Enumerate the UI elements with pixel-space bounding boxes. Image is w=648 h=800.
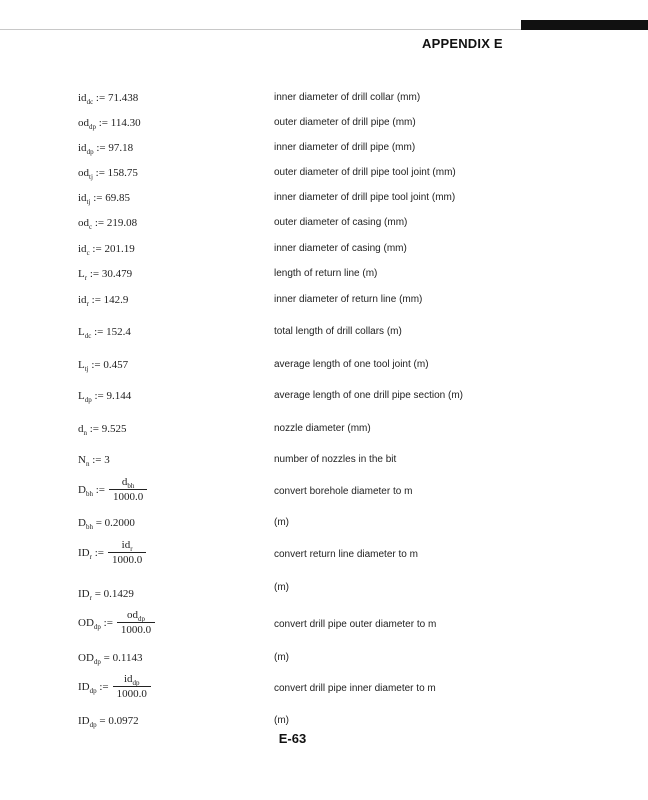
- value: 0.457: [103, 359, 129, 371]
- value: 219.08: [106, 217, 138, 229]
- variable-name: L: [78, 359, 85, 371]
- variable-name: D: [78, 517, 86, 529]
- operator: :=: [94, 390, 104, 402]
- operator: :=: [95, 483, 105, 496]
- operator: :=: [89, 268, 100, 280]
- fraction: [109, 476, 147, 503]
- operator: :=: [93, 192, 103, 204]
- value: 114.30: [110, 117, 141, 129]
- variable-subscript: c: [86, 249, 90, 257]
- fraction: [117, 609, 155, 636]
- operator: :=: [89, 423, 100, 435]
- description: average length of one tool joint (m): [274, 359, 429, 370]
- operator: :=: [96, 142, 106, 154]
- value: 152.4: [106, 326, 131, 338]
- variable-name: id: [78, 243, 87, 255]
- formula: [78, 92, 138, 104]
- operator: =: [103, 652, 110, 664]
- variable-name: OD: [78, 616, 94, 629]
- variable-name: ID: [78, 588, 90, 600]
- variable-name: ID: [78, 715, 90, 727]
- formula: [78, 454, 110, 466]
- description: average length of one drill pipe section (m): [274, 390, 463, 401]
- numerator-subscript: dp: [132, 679, 140, 687]
- variable-subscript: dc: [84, 332, 92, 340]
- variable-name: od: [78, 167, 89, 179]
- description: outer diameter of drill pipe (mm): [274, 117, 416, 128]
- operator: :=: [99, 680, 109, 693]
- variable-subscript: tj: [89, 173, 93, 181]
- operator: :=: [95, 92, 106, 104]
- description: number of nozzles in the bit: [274, 454, 397, 465]
- denominator: 1000.0: [108, 552, 146, 566]
- variable-name: od: [78, 217, 89, 229]
- variable-subscript: tj: [84, 365, 89, 373]
- variable-subscript: dp: [86, 148, 94, 156]
- formula: [78, 517, 135, 529]
- variable-name: id: [78, 92, 87, 104]
- denominator: 1000.0: [109, 489, 147, 503]
- numerator-variable: id: [121, 539, 131, 551]
- formula: [78, 652, 142, 664]
- value: 201.19: [104, 243, 135, 255]
- description: inner diameter of return line (mm): [274, 294, 423, 305]
- value: 9.525: [101, 423, 127, 435]
- formula: [78, 167, 138, 179]
- value: 3: [104, 454, 110, 466]
- formula: [78, 390, 131, 402]
- description: convert drill pipe inner diameter to m: [274, 683, 436, 694]
- numerator-variable: id: [123, 673, 133, 685]
- formula: [78, 359, 128, 371]
- operator: :=: [91, 359, 101, 371]
- variable-subscript: dp: [89, 721, 97, 729]
- variable-subscript: r: [89, 594, 92, 602]
- operator: :=: [94, 546, 104, 559]
- formula: [78, 673, 151, 700]
- variable-name: ID: [78, 680, 90, 693]
- formula: [78, 117, 141, 129]
- denominator: 1000.0: [113, 686, 151, 700]
- description: convert return line diameter to m: [274, 549, 418, 560]
- formula: [78, 243, 135, 255]
- variable-name: L: [78, 390, 85, 402]
- variable-subscript: dp: [89, 686, 97, 695]
- formula: [78, 268, 132, 280]
- formula: [78, 476, 147, 503]
- description: (m): [274, 517, 289, 528]
- description: total length of drill collars (m): [274, 326, 402, 337]
- variable-subscript: n: [85, 460, 90, 468]
- description: length of return line (m): [274, 268, 378, 279]
- formula: [78, 326, 131, 338]
- formula: [78, 715, 139, 727]
- variable-name: id: [78, 142, 87, 154]
- description: outer diameter of casing (mm): [274, 217, 408, 228]
- variable-name: OD: [78, 652, 94, 664]
- operator: :=: [92, 454, 102, 466]
- denominator: 1000.0: [117, 622, 155, 636]
- variable-subscript: n: [83, 429, 87, 437]
- formula: [78, 142, 133, 154]
- numerator-subscript: dp: [138, 615, 146, 623]
- value: 0.2000: [104, 517, 135, 529]
- description: inner diameter of casing (mm): [274, 243, 407, 254]
- operator: :=: [92, 243, 102, 255]
- numerator-subscript: r: [130, 545, 133, 553]
- value: 71.438: [107, 92, 139, 104]
- numerator-variable: od: [127, 609, 139, 621]
- description: (m): [274, 652, 289, 663]
- value: 0.1429: [103, 588, 134, 600]
- operator: :=: [91, 294, 101, 306]
- variable-subscript: r: [89, 552, 92, 561]
- description: inner diameter of drill pipe (mm): [274, 142, 416, 153]
- value: 158.75: [107, 167, 138, 179]
- operator: :=: [103, 616, 113, 629]
- variable-subscript: dp: [93, 622, 101, 631]
- variable-subscript: tj: [86, 198, 91, 206]
- variable-subscript: bh: [85, 523, 93, 531]
- numerator: [118, 476, 139, 489]
- variable-subscript: bh: [85, 489, 93, 498]
- variable-name: N: [78, 454, 86, 466]
- operator: =: [95, 517, 102, 529]
- variable-subscript: r: [86, 300, 89, 308]
- value: 0.0972: [108, 715, 139, 727]
- description: outer diameter of drill pipe tool joint (mm): [274, 167, 456, 178]
- variable-subscript: c: [89, 223, 93, 231]
- description: convert borehole diameter to m: [274, 486, 413, 497]
- operator: :=: [95, 167, 105, 179]
- fraction: [113, 673, 151, 700]
- appendix-title: APPENDIX E: [422, 36, 503, 51]
- page-number: E-63: [278, 731, 307, 746]
- formula: [78, 192, 130, 204]
- value: 0.1143: [112, 652, 143, 664]
- variable-subscript: dp: [84, 396, 92, 404]
- description: inner diameter of drill collar (mm): [274, 92, 421, 103]
- variable-name: L: [78, 326, 85, 338]
- description: (m): [274, 582, 289, 593]
- operator: :=: [94, 326, 104, 338]
- header-bar: [521, 20, 648, 30]
- variable-name: ID: [78, 546, 90, 559]
- numerator: [123, 609, 149, 622]
- formula: [78, 423, 127, 435]
- operator: =: [99, 715, 106, 727]
- variable-name: od: [78, 117, 89, 129]
- variable-name: L: [78, 268, 85, 280]
- value: 142.9: [103, 294, 129, 306]
- formula: [78, 588, 134, 600]
- variable-subscript: dp: [93, 658, 101, 666]
- numerator: [118, 539, 137, 552]
- variable-name: id: [78, 294, 87, 306]
- description: (m): [274, 715, 289, 726]
- description: nozzle diameter (mm): [274, 423, 371, 434]
- operator: :=: [98, 117, 109, 129]
- variable-subscript: dc: [86, 98, 94, 106]
- variable-subscript: r: [84, 274, 88, 282]
- formula: [78, 217, 137, 229]
- numerator-variable: d: [121, 476, 128, 488]
- variable-name: d: [78, 423, 84, 435]
- description: inner diameter of drill pipe tool joint (mm): [274, 192, 456, 203]
- value: 9.144: [106, 390, 132, 402]
- variable-subscript: dp: [89, 123, 96, 131]
- numerator-subscript: bh: [127, 482, 135, 490]
- operator: :=: [94, 217, 105, 229]
- value: 30.479: [101, 268, 133, 280]
- formula: [78, 294, 128, 306]
- formula: [78, 609, 155, 636]
- fraction: [108, 539, 146, 566]
- numerator: [120, 673, 144, 686]
- variable-name: id: [78, 192, 87, 204]
- value: 69.85: [105, 192, 130, 204]
- formula: [78, 539, 146, 566]
- variable-name: D: [78, 483, 86, 496]
- value: 97.18: [108, 142, 134, 154]
- description: convert drill pipe outer diameter to m: [274, 619, 437, 630]
- operator: =: [94, 588, 101, 600]
